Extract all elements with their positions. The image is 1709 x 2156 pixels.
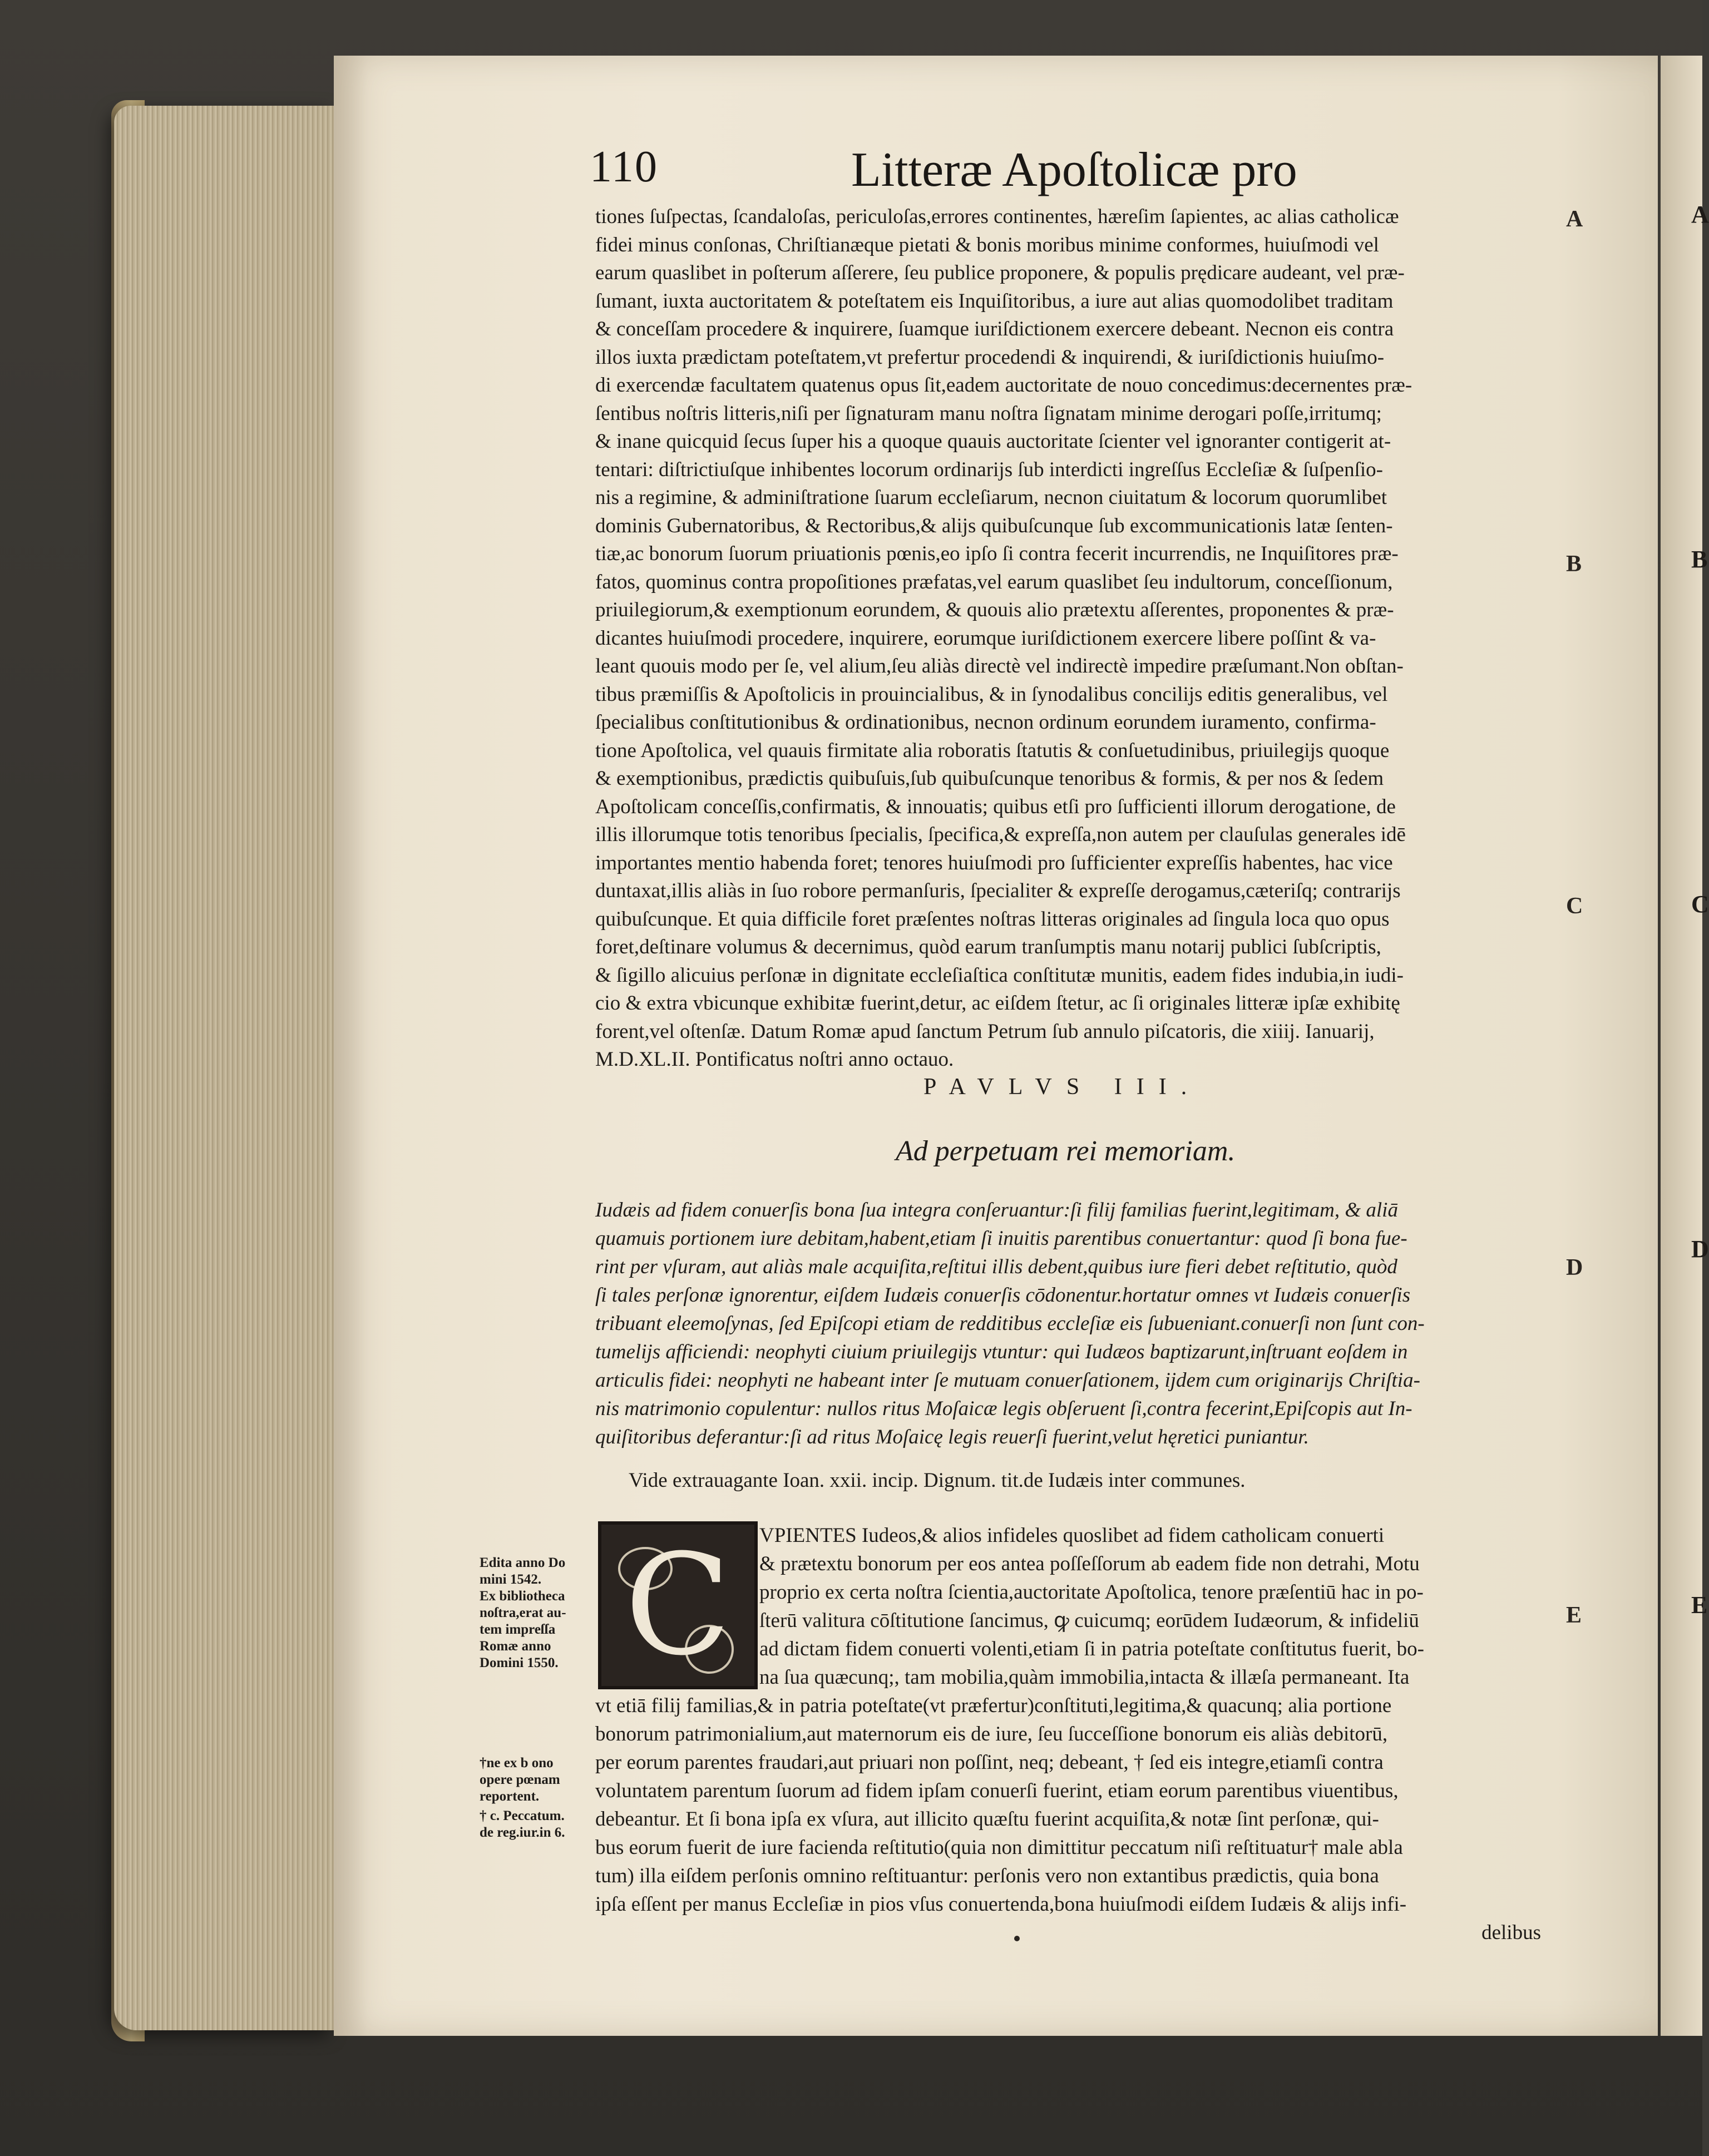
running-header xyxy=(590,142,1324,203)
text-line: quibuſcunque. Et quia difficile foret præſentes noſtras litteras originales ad ſingula loca quo opus xyxy=(595,907,1390,931)
main-line: per eorum parentes fraudari,aut priuari non poſſint, neq; debeant, † ſed eis integre,etiamſi contra xyxy=(595,1751,1384,1774)
page-block-edge xyxy=(114,106,334,2030)
note-line: noſtra,erat au- xyxy=(480,1605,566,1620)
text-line: dominis Gubernatoribus, & Rectoribus,& alijs quibuſcunque ſub excommunicationis latæ ſenten- xyxy=(595,514,1393,537)
note-line: Domini 1550. xyxy=(480,1655,559,1670)
section-marker-b: B xyxy=(1566,551,1582,577)
note-line: †ne ex b ono xyxy=(480,1756,554,1771)
facing-page-marker-d: D xyxy=(1691,1235,1709,1263)
text-line: importantes mentio habenda foret; tenores huiuſmodi pro ſufficienter expreſſis habentes, hac vice xyxy=(595,851,1393,874)
section-marker-c: C xyxy=(1566,893,1583,919)
text-line: & exemptionibus, prædictis quibuſuis,ſub quibuſcunque tenoribus & formis, & per nos & ſedem xyxy=(595,767,1384,790)
text-line: foret,deſtinare volumus & decernimus, quòd earum tranſumptis manu notarij publici ſubſcriptis, xyxy=(595,936,1381,958)
text-line: di exercendæ facultatem quatenus opus ſit,eadem auctoritate de nouo concedimus:decernentes præ- xyxy=(595,374,1412,397)
margin-note-reference xyxy=(480,1808,565,1841)
text-line: ſumant, iuxta auctoritatem & poteſtatem eis Inquiſitoribus, a iure aut alias quomodolibet traditam xyxy=(595,289,1394,313)
main-line: ipſa eſſent per manus Eccleſiæ in pios vſus conuertenda,bona huiuſmodi eiſdem Iudæis & alijs infi- xyxy=(595,1893,1407,1916)
text-line: tiones ſuſpectas, ſcandaloſas, periculoſas,errores continentes, hæreſim ſapientes, ac alias catholicæ xyxy=(595,205,1399,228)
text-line: priuilegiorum,& exemptionum eorundem, & quouis alio prætextu aſſerentes, proponentes & præ- xyxy=(595,599,1394,621)
text-line: & inane quicquid ſecus ſuper his a quoque quauis auctoritate ſcienter vel ignoranter contigerit at- xyxy=(595,430,1391,453)
main-line: proprio ex certa noſtra ſcientia,auctoritate Apoſtolica, tenore præſentiū hac in po- xyxy=(759,1581,1424,1604)
text-line: ſpecialibus conſtitutionibus & ordinationibus, necnon ordinum eorundem iuramento, confirma- xyxy=(595,711,1376,734)
text-line: Apoſtolicam conceſſis,confirmatis, & innouatis; quibus etſi pro ſufficienti illorum derogatione, de xyxy=(595,795,1396,818)
note-line: † c. Peccatum. xyxy=(480,1808,565,1823)
text-line: ſentibus noſtris litteris,niſi per ſignaturam manu noſtra ſignatam minime derogari poſſe,irritumq; xyxy=(595,402,1382,425)
facing-page-strip xyxy=(1661,56,1702,2036)
text-line: leant quouis modo per ſe, vel alium,ſeu aliàs directè vel indirectè impedire præſumant.Non obſtan- xyxy=(595,655,1404,678)
main-line: na ſua quæcunq;, tam mobilia,quàm immobilia,intacta & illæſa permaneant. Ita xyxy=(759,1666,1410,1689)
summary-italic-paragraph xyxy=(595,1196,1547,1451)
facing-page-marker-c: C xyxy=(1691,891,1709,918)
main-line: bonorum patrimonialium,aut maternorum eis de iure, ſeu ſucceſſione bonorum eis aliàs debitorū, xyxy=(595,1723,1388,1745)
section-marker-e: E xyxy=(1566,1603,1582,1628)
summary-line: ſi tales perſonæ ignorentur, eiſdem Iudæis conuerſis cōdonentur.hortatur omnes vt Iudæis conuerſis xyxy=(595,1284,1411,1307)
text-line: dicantes huiuſmodi procedere, inquirere, eorumque iuriſdictionem exercere libere poſſint & va- xyxy=(595,626,1376,650)
note-line: Ex bibliotheca xyxy=(480,1589,565,1604)
main-line: voluntatem parentum ſuorum ad fidem ipſam conuerſi fuerint, etiam eorum parentibus viuentibus, xyxy=(595,1779,1399,1802)
note-line: opere pœnam xyxy=(480,1772,560,1787)
text-line: forent,vel oſtenſæ. Datum Romæ apud ſanctum Petrum ſub annulo piſcatoris, die xiiij. Ianuarij, xyxy=(595,1020,1375,1043)
section-marker-d: D xyxy=(1566,1255,1583,1280)
margin-note-edition xyxy=(480,1555,566,1672)
page-foot-mark xyxy=(1014,1936,1020,1941)
summary-line: quamuis portionem iure debitam,habent,etiam ſi inuitis parentibus conuertantur: quod ſi bona fue- xyxy=(595,1227,1407,1250)
text-line: fidei minus conſonas, Chriſtianæque pietati & bonis moribus minime conformes, huiuſmodi vel xyxy=(595,233,1379,256)
text-line: illis illorumque totis tenoribus ſpecialis, ſpecifica,& expreſſa,non autem per clauſulas generales idē xyxy=(595,823,1406,846)
note-line: Edita anno Do xyxy=(480,1555,566,1570)
section-marker-a: A xyxy=(1566,206,1583,232)
summary-line: nis matrimonio copulentur: nullos ritus Moſaicæ legis obſeruent ſi,contra fecerint,Epiſcopis aut In- xyxy=(595,1397,1412,1420)
catchword: delibus xyxy=(1481,1921,1541,1944)
main-line: tum) illa eiſdem perſonis omnino reſtituantur: perſonis vero non extantibus prædictis, quia bona xyxy=(595,1865,1379,1887)
summary-line: tribuant eleemoſynas, ſed Epiſcopi etiam de redditibus eccleſiæ eis ſubueniant.conuerſi non ſunt con- xyxy=(595,1312,1425,1335)
text-line: tentari: diſtrictiuſque inhibentes locorum ordinarijs ſub interdicti ingreſſus Eccleſiæ & ſuſpenſio- xyxy=(595,458,1383,481)
facing-page-marker-a: A xyxy=(1691,201,1709,228)
text-line: illos iuxta prædictam poteſtatem,vt prefertur procedendi & inquirendi, & iuriſdictionis huiuſmo- xyxy=(595,345,1385,369)
main-line: & prætextu bonorum per eos antea poſſeſſorum ab eadem fide non detrahi, Motu xyxy=(759,1552,1420,1575)
section-subtitle: Ad perpetuam rei memoriam. xyxy=(896,1135,1236,1167)
text-line: duntaxat,illis aliàs in ſuo robore permanſuris, ſpecialiter & expreſſe derogamus,cæteriſq; contrarijs xyxy=(595,879,1401,902)
decree-main-text xyxy=(595,1521,1563,1947)
summary-line: articulis fidei: neophyti ne habeant inter ſe mutuam conuerſationem, ijdem cum originarijs Chriſtia- xyxy=(595,1369,1420,1392)
text-line: earum quaslibet in poſterum aſſerere, ſeu publice proponere, & populis prędicare audeant, vel præ- xyxy=(595,261,1405,284)
summary-line: tumelijs afficiendi: neophyti ciuium priuilegijs vtuntur: qui Iudæos baptizarunt,inſtruant eoſdem in xyxy=(595,1341,1408,1363)
summary-line: rint per vſuram, aut aliàs male acquiſita,reſtitui illis debent,quibus iure fieri debet reſtitutio, quòd xyxy=(595,1255,1397,1278)
main-line: debeantur. Et ſi bona ipſa ex vſura, aut illicito quæſtu fuerint acquiſita,& notæ ſint perſonæ, qui- xyxy=(595,1808,1379,1831)
note-line: tem impreſſa xyxy=(480,1622,556,1637)
text-line: tibus præmiſſis & Apoſtolicis in prouincialibus, & in ſynodalibus concilijs editis generalibus, vel xyxy=(595,683,1388,706)
main-line: bus eorum fuerit de iure facienda reſtitutio(quia non dimittitur peccatum niſi reſtituatur† male abla xyxy=(595,1836,1403,1859)
summary-line: quiſitoribus deferantur:ſi ad ritus Moſaicę legis reuerſi fuerint,velut hęretici puniantur. xyxy=(595,1426,1309,1448)
letter-body-text xyxy=(595,203,1563,1074)
text-line: tione Apoſtolica, vel quauis firmitate alia roboratis ſtatutis & conſuetudinibus, priuilegijs quoque xyxy=(595,739,1390,762)
main-line: vt etiā filij familias,& in patria poteſtate(vt præfertur)conſtituti,legitima,& quacunq; alia portione xyxy=(595,1694,1392,1717)
main-line: ſterū valitura cōſtitutione ſancimus, ꝙ cuicumq; eorūdem Iudæorum, & infideliū xyxy=(759,1609,1419,1632)
initial-letter: C xyxy=(624,1524,732,1686)
margin-note-penalty xyxy=(480,1755,560,1805)
page-number: 110 xyxy=(590,142,659,191)
main-line: ad dictam fidem conuerti volenti,etiam ſi in patria poteſtate conſtitutus fuerit, bo- xyxy=(759,1638,1424,1660)
main-line: VPIENTES Iudeos,& alios infideles quoslibet ad fidem catholicam conuerti xyxy=(759,1524,1385,1547)
note-line: mini 1542. xyxy=(480,1572,542,1587)
facing-page-marker-b: B xyxy=(1691,546,1708,573)
note-line: Romæ anno xyxy=(480,1639,551,1654)
running-head-title: Litteræ Apoſtolicæ pro xyxy=(851,143,1297,197)
summary-line: Iudæis ad fidem conuerſis bona ſua integra conſeruantur:ſi filij familias fuerint,legitimam, & aliā xyxy=(595,1199,1398,1222)
cross-reference-line: Vide extrauagante Ioan. xxii. incip. Dignum. tit.de Iudæis inter communes. xyxy=(629,1469,1246,1492)
text-line: M.D.XL.II. Pontificatus noſtri anno octauo. xyxy=(595,1048,954,1071)
text-line: & conceſſam procedere & inquirere, ſuamque iuriſdictionem exercere debeant. Necnon eis contra xyxy=(595,318,1394,340)
facing-page-marker-e: E xyxy=(1691,1591,1708,1619)
section-title-paulus: PAVLVS III. xyxy=(923,1074,1202,1100)
text-line: fatos, quominus contra propoſitiones præfatas,vel earum quaslibet ſeu indultorum, conceſſionum, xyxy=(595,570,1393,594)
text-line: & ſigillo alicuius perſonæ in dignitate eccleſiaſtica conſtitutæ munitis, eadem fides indubia,in iudi- xyxy=(595,963,1404,987)
note-line: de reg.iur.in 6. xyxy=(480,1825,565,1840)
note-line: reportent. xyxy=(480,1789,540,1804)
text-line: tiæ,ac bonorum ſuorum priuationis pœnis,eo ipſo ſi contra fecerit incurrendis, ne Inquiſitores præ- xyxy=(595,542,1399,565)
text-line: nis a regimine, & adminiſtratione ſuarum eccleſiarum, necnon ciuitatum & locorum quorumlibet xyxy=(595,486,1387,509)
text-line: cio & extra vbicunque exhibitæ fuerint,detur, ac eiſdem ſtetur, ac ſi originales litteræ ipſæ exhibitę xyxy=(595,992,1400,1015)
